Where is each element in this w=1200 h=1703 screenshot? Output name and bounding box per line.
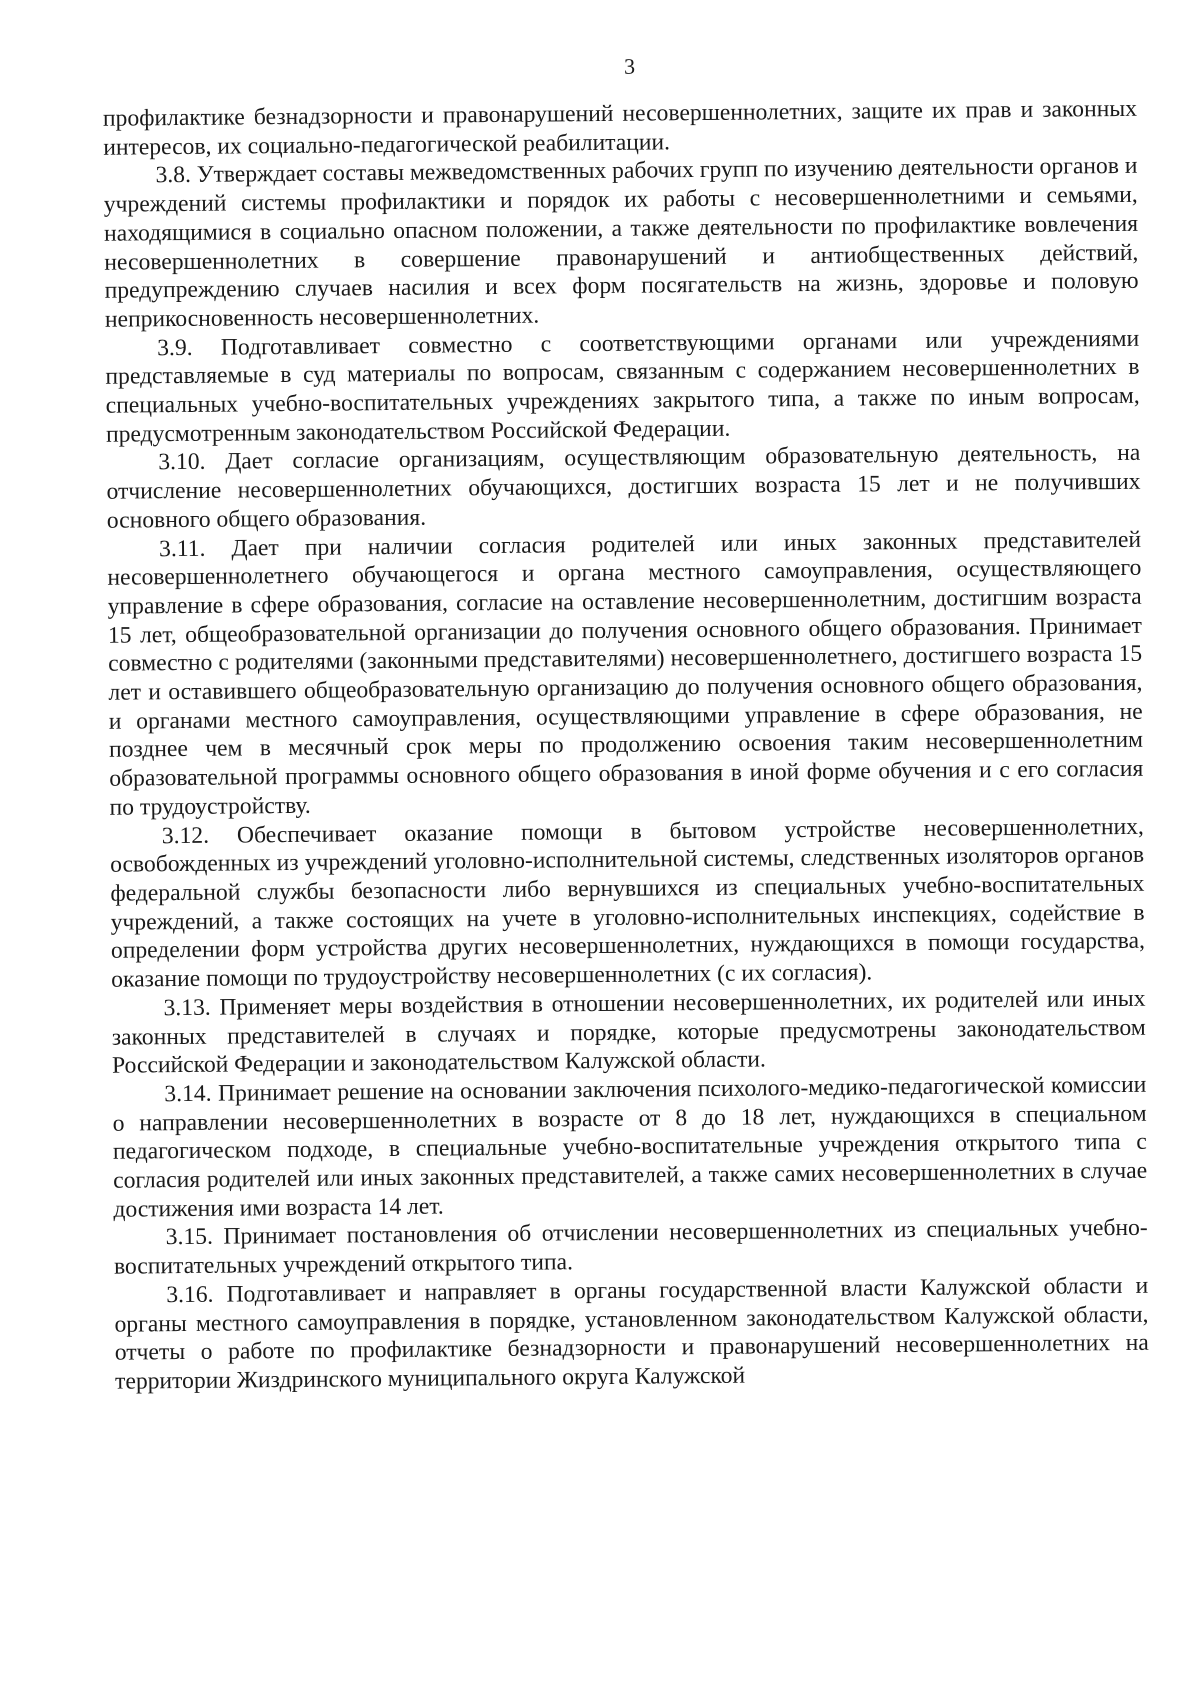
- paragraph-3-10: 3.10. Дает согласие организациям, осуществляющим образовательную деятельность, на отчисление несовершеннолетних обучающихся, достигших возраста 15 лет и не получивших основного общего образования.: [106, 440, 1141, 534]
- paragraph-3-12: 3.12. Обеспечивает оказание помощи в бытовом устройстве несовершеннолетних, освобожденных из учреждений уголовно-исполнительной системы, следственных изоляторов органов федеральной службы безопасности либо вернувшихся из специальных учебно-воспитательных учреждений, а также состоящих на учете в уголовно-исполнительных инспекциях, содействие в определении форм устройства других несовершеннолетних, нуждающихся в помощи государства, оказание помощи по трудоустройству несовершеннолетних (с их согласия).: [110, 813, 1146, 993]
- paragraph-3-9: 3.9. Подготавливает совместно с соответствующими органами или учреждениями представляемые в суд материалы по вопросам, связанным с содержанием несовершеннолетних в специальных учебно-воспитательных учреждениях закрытого типа, а также по иным вопросам, предусмотренным законодательством Российской Федерации.: [105, 325, 1140, 448]
- paragraph-3-13: 3.13. Применяет меры воздействия в отношении несовершеннолетних, их родителей или иных законных представителей в случаях и порядке, которые предусмотрены законодательством Российской Федерации и законодательством Калужской области.: [111, 985, 1146, 1079]
- paragraph-3-8: 3.8. Утверждает составы межведомственных рабочих групп по изучению деятельности органов и учреждений системы профилактики и порядок их работы с несовершеннолетними и семьями, находящимися в социально опасном положении, а также деятельности по профилактике вовлечения несовершеннолетних в совершение правонарушений и антиобщественных действий, предупреждению случаев насилия и всех форм посягательств на жизнь, здоровье и половую неприкосновенность несовершеннолетних.: [103, 153, 1139, 333]
- paragraph-3-11: 3.11. Дает при наличии согласия родителей или иных законных представителей несовершеннолетнего обучающегося и органа местного самоуправления, осуществляющего управление в сфере образования, согласие на оставление несовершеннолетним, достигшим возраста 15 лет, общеобразовательной организации до получения основного общего образования. Принимает совместно с родителями (законными представителями) несовершеннолетнего, достигшего возраста 15 лет и оставившего общеобразовательную организацию до получения основного общего образования, и органами местного самоуправления, осуществляющими управление в сфере образования, не позднее чем в месячный срок меры по продолжению освоения таким несовершеннолетним образовательной программы основного общего образования в иной форме обучения и с его согласия по трудоустройству.: [107, 526, 1144, 821]
- page-number: 3: [623, 53, 636, 79]
- paragraph-3-14: 3.14. Принимает решение на основании заключения психолого-медико-педагогической комиссии о направлении несовершеннолетних в возрасте от 8 до 18 лет, нуждающихся в специальном педагогическом подходе, в специальные учебно-воспитательные учреждения открытого типа с согласия родителей или иных законных представителей, а также самих несовершеннолетних в случае достижения ими возраста 14 лет.: [112, 1071, 1148, 1223]
- paragraph-3-15: 3.15. Принимает постановления об отчислении несовершеннолетних из специальных учебно-воспитательных учреждений открытого типа.: [113, 1215, 1148, 1280]
- paragraph-continuation: профилактике безнадзорности и правонарушений несовершеннолетних, защите их прав и законных интересов, их социально-педагогической реабилитации.: [102, 95, 1138, 161]
- paragraph-3-16: 3.16. Подготавливает и направляет в органы государственной власти Калужской области и органы местного самоуправления в порядке, установленном законодательством Калужской области, отчеты о работе по профилактике безнадзорности и правонарушений несовершеннолетних на территории Жиздринского муниципального округа Калужской: [114, 1272, 1149, 1395]
